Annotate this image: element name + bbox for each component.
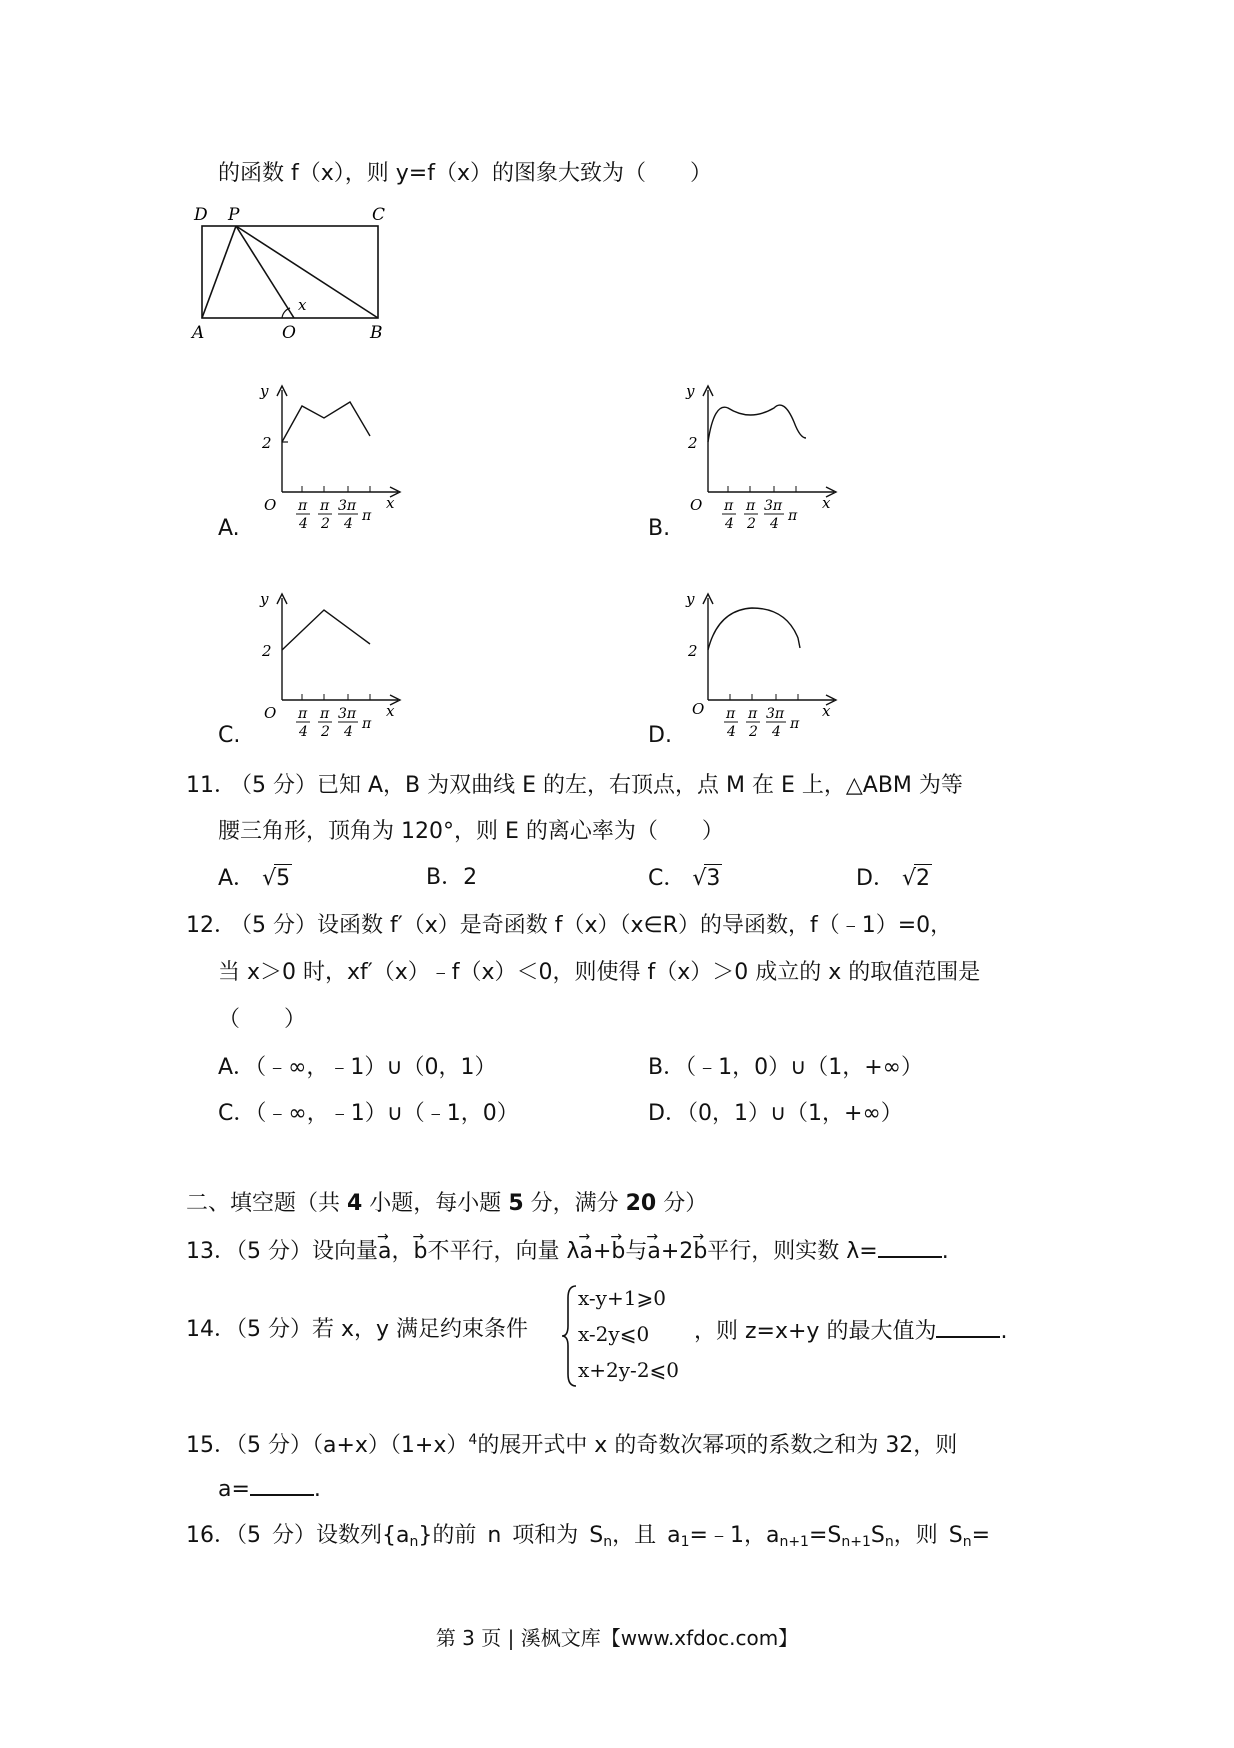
svg-text:π: π (726, 706, 736, 722)
q11-option-d[interactable]: D． √2 (856, 866, 930, 891)
q12-line2: 当 x＞0 时，xf′（x）﹣f（x）＜0，则使得 f（x）＞0 成立的 x 的取值范围是 (218, 960, 981, 985)
answer-blank[interactable] (878, 1236, 942, 1258)
svg-text:x: x (386, 702, 395, 720)
q13: 13．（5 分）设向量→ a，→ b不平行，向量 λ→ a+→ b与→ a+2→ b平行，则实数 λ= . (186, 1236, 949, 1266)
svg-text:π: π (724, 498, 734, 514)
sqrt-symbol: √5 (262, 866, 291, 891)
svg-text:2: 2 (749, 724, 758, 740)
svg-text:4: 4 (770, 516, 779, 532)
svg-text:O: O (692, 700, 705, 718)
svg-text:y: y (260, 590, 269, 608)
q14-text: 14．（5 分）若 x，y 满足约束条件 (186, 1317, 529, 1342)
q14-constraint-1: x-y+1⩾0 (578, 1286, 666, 1310)
q11-option-b[interactable]: B．2 (426, 865, 478, 890)
svg-text:y: y (686, 590, 695, 608)
q10-option-c-label[interactable]: C. (218, 723, 241, 748)
q11-line1: （5 分）已知 A，B 为双曲线 E 的左，右顶点，点 M 在 E 上，△ABM 为等 (230, 773, 963, 798)
svg-text:O: O (690, 496, 703, 514)
q14-brace-icon (560, 1284, 580, 1388)
answer-blank[interactable] (250, 1474, 314, 1496)
q14-constraint-2: x-2y⩽0 (578, 1322, 650, 1346)
sqrt-symbol: √2 (901, 866, 930, 891)
axis-y: y (260, 382, 269, 400)
svg-text:4: 4 (344, 724, 353, 740)
q11-option-c[interactable]: C． √3 (648, 866, 721, 891)
q12-line3: （ ） (218, 1007, 307, 1032)
q14-text-end: ，则 z=x+y 的最大值为 . (694, 1316, 1007, 1346)
label-B: B (370, 323, 383, 343)
label-A: A (192, 323, 205, 343)
svg-text:x: x (822, 702, 831, 720)
label-P: P (228, 205, 240, 225)
q14-constraint-3: x+2y-2⩽0 (578, 1358, 680, 1382)
axis-x: x (386, 494, 395, 512)
svg-text:π: π (746, 498, 756, 514)
q11-option-a[interactable]: A． √5 (218, 866, 291, 891)
q12-number: 12． (186, 913, 236, 938)
svg-text:y: y (686, 382, 695, 400)
svg-text:3π: 3π (338, 498, 357, 514)
q10-stem-end: 的函数 f（x），则 y=f（x）的图象大致为（ ） (218, 161, 712, 186)
answer-blank[interactable] (936, 1316, 1000, 1338)
q12-option-b[interactable]: B．（﹣1，0）∪（1，+∞） (648, 1055, 923, 1080)
q12-line1: （5 分）设函数 f′（x）是奇函数 f（x）（x∈R）的导函数，f（﹣1）=0， (230, 913, 953, 938)
q10-option-d-label[interactable]: D. (648, 723, 672, 748)
label-D: D (194, 205, 208, 225)
svg-text:4: 4 (344, 516, 353, 532)
svg-text:2: 2 (321, 724, 330, 740)
page-footer: 第 3 页 | 溪枫文库【www.xfdoc.com】 (435, 1626, 799, 1650)
svg-text:4: 4 (299, 724, 308, 740)
q10-graph-c (258, 590, 418, 750)
svg-text:2: 2 (321, 516, 330, 532)
svg-text:3π: 3π (764, 498, 783, 514)
label-C: C (372, 205, 386, 225)
svg-text:O: O (264, 704, 277, 722)
q10-graph-a (258, 382, 418, 542)
q12-option-d[interactable]: D．（0，1）∪（1，+∞） (648, 1101, 903, 1126)
q15-line1: 15．（5 分）$(a+x)(1+x)^4$的展开式中 x 的奇数次幂项的系数之和为 32，则 (186, 1432, 958, 1458)
q12-option-c[interactable]: C．（﹣∞，﹣1）∪（﹣1，0） (218, 1101, 519, 1126)
svg-text:4: 4 (772, 724, 781, 740)
q10-rectangle-figure (186, 204, 406, 344)
q15-line2: a= . (218, 1474, 321, 1504)
svg-text:x: x (822, 494, 831, 512)
tick-2: 2 (262, 434, 272, 452)
svg-text:π: π (298, 498, 308, 514)
svg-text:2: 2 (262, 642, 272, 660)
q11-number: 11． (186, 773, 236, 798)
svg-text:π: π (362, 508, 372, 524)
svg-text:2: 2 (688, 642, 698, 660)
svg-text:3π: 3π (766, 706, 785, 722)
q16: 16．（5 分）设数列$\{a_n\}$的前 n 项和为 $S_n$，且 $a_1=﹣1$，$a_{n+1}=S_{n+1}S_n$，则 $S_n=$ (186, 1523, 991, 1550)
svg-text:π: π (790, 716, 800, 732)
svg-text:π: π (748, 706, 758, 722)
svg-text:π: π (298, 706, 308, 722)
svg-text:4: 4 (727, 724, 736, 740)
svg-text:π: π (320, 498, 330, 514)
axis-origin: O (264, 496, 277, 514)
q10-option-a-label[interactable]: A. (218, 516, 240, 541)
q10-graph-b (684, 382, 864, 542)
q11-line2: 腰三角形，顶角为 120°，则 E 的离心率为（ ） (218, 819, 724, 844)
sqrt-symbol: √3 (692, 866, 721, 891)
svg-text:2: 2 (688, 434, 698, 452)
label-O: O (282, 323, 296, 343)
section-heading: 二、填空题（共 4 小题，每小题 5 分，满分 20 分） (186, 1191, 708, 1216)
q10-graph-d (684, 590, 864, 750)
label-x: x (298, 296, 307, 314)
svg-text:2: 2 (747, 516, 756, 532)
svg-text:3π: 3π (338, 706, 357, 722)
q12-option-a[interactable]: A．（﹣∞，﹣1）∪（0，1） (218, 1055, 497, 1080)
q10-option-b-label[interactable]: B. (648, 516, 671, 541)
svg-text:π: π (788, 508, 798, 524)
svg-text:4: 4 (725, 516, 734, 532)
svg-text:4: 4 (299, 516, 308, 532)
svg-text:π: π (320, 706, 330, 722)
svg-text:π: π (362, 716, 372, 732)
